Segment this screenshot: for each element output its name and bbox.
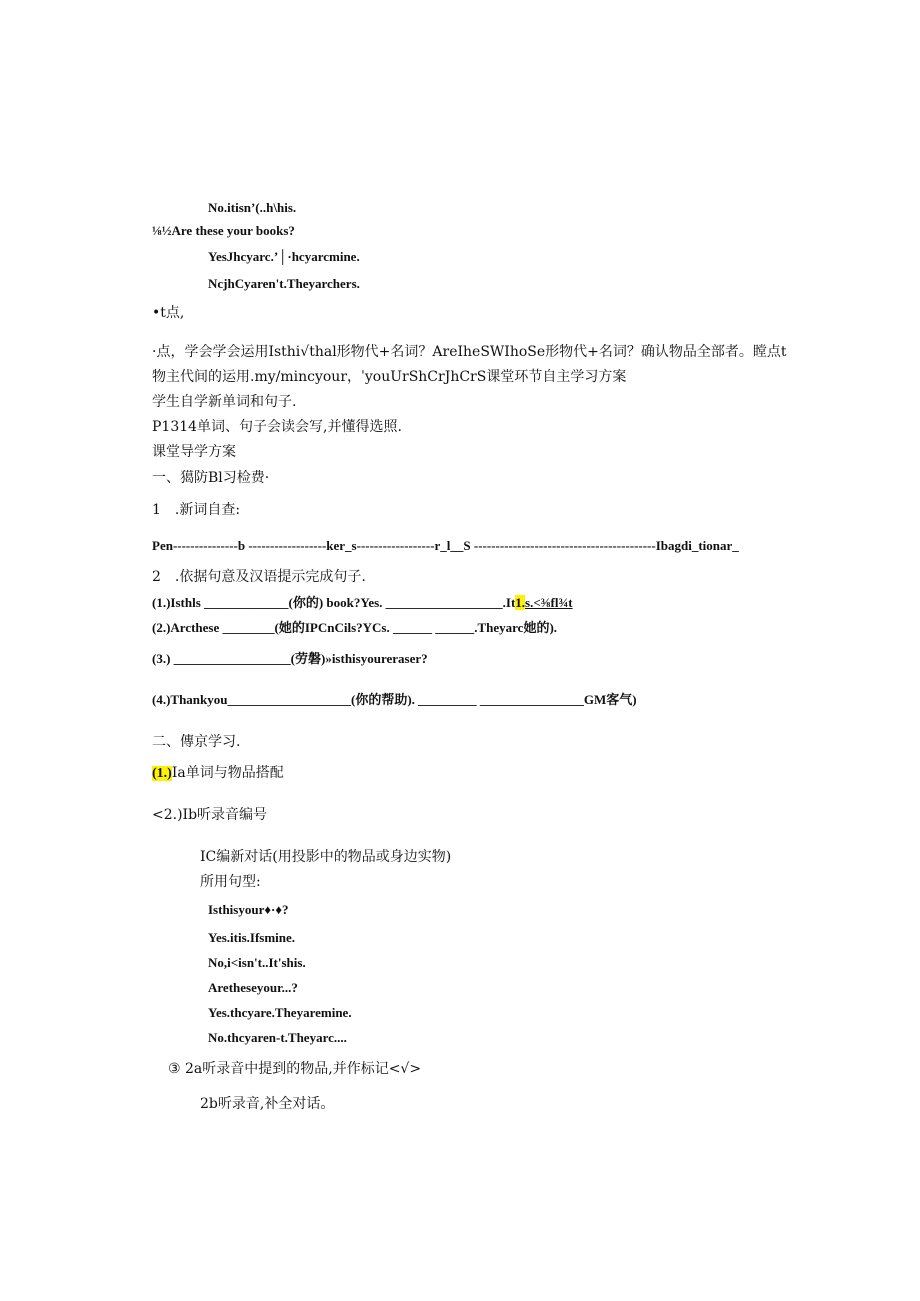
key-points-heading: •t点, xyxy=(152,305,185,321)
section-title-classroom-plan: 课堂导学方案 xyxy=(152,444,236,460)
activity-1b: <2.)Ib听录音编号 xyxy=(152,807,268,823)
exercise-sentence-3: (3.) __________________(劳磐)»isthisyoureraser? xyxy=(152,651,428,666)
exercise-sentence-1-text: (1.)Isthls _____________(你的) book?Yes. __________________.It xyxy=(152,595,516,610)
activity-2a: ③ 2a听录音中提到的物品,并作标记<√> xyxy=(168,1061,422,1077)
activity-2b: 2b听录音,补全对话。 xyxy=(200,1096,335,1112)
pattern-yes-they-are-mine: Yes.thcyare.Theyaremine. xyxy=(208,1005,352,1020)
pattern-no-they-arent: No.thcyaren-t.Theyarc.... xyxy=(208,1030,347,1045)
highlight-mark: (1.) xyxy=(152,766,172,781)
section-one-heading: 一、獦防Bl习检费· xyxy=(152,470,270,486)
pattern-yes-mine: Yes.itis.Ifsmine. xyxy=(208,930,296,945)
sentence-patterns-heading: 所用句型: xyxy=(200,874,261,890)
dialogue-line-yes-mine: YesJhcyarc.’│·hcyarcmine. xyxy=(208,249,360,264)
exercise-sentence-1 xyxy=(152,596,573,609)
item-2-complete-sentences-heading: 2 .依据句意及汉语提示完成句子. xyxy=(152,569,366,585)
item-1-new-words-heading: 1 .新词自查: xyxy=(152,502,241,518)
self-study-line: 学生自学新单词和句子. xyxy=(152,394,297,410)
pattern-are-these-yours: Aretheseyour...? xyxy=(208,980,298,995)
activity-1c: IC编新对话(用投影中的物品或身边实物) xyxy=(200,849,452,865)
activity-1a-text: Ia单词与物品搭配 xyxy=(171,765,284,781)
pattern-is-this-yours: Isthisyour♦·♦? xyxy=(208,902,289,917)
pattern-no-his: No,i<isn't..It'shis. xyxy=(208,955,306,970)
dialogue-line-no-hers: NcjhCyaren't.Theyarchers. xyxy=(208,276,360,291)
key-points-text-line-2: 物主代间的运用.my/mincyour，ˈyouUrShCrJhCrS课堂环节自主学习方案 xyxy=(152,369,627,385)
exercise-sentence-1-tail: s.<⅜fl¾t xyxy=(525,595,573,610)
section-two-heading: 二、傳京学习. xyxy=(152,734,241,750)
activity-1a xyxy=(152,766,284,781)
exercise-sentence-4: (4.)Thankyou___________________(你的帮助). _________ ________________GM客气) xyxy=(152,692,637,707)
word-blanks-line: Pen---------------b ------------------ker_s------------------r_l__S ------------------------------------------Ibagdi_tionar_ xyxy=(152,538,739,553)
self-study-requirement: P1314单词、句子会读会写,并懂得选照. xyxy=(152,419,402,435)
key-points-text-line-1: ·点，学会学会运用Isthi√thal形物代+名词？AreIheSWIhoSe形物代+名词？确认物品全部者。瞠点t xyxy=(152,344,787,360)
highlight-mark: 1. xyxy=(515,595,526,610)
exercise-sentence-2: (2.)Arcthese ________(她的IPCnCils?YCs. ______ ______.Theyarc她的). xyxy=(152,620,558,635)
dialogue-line-no-its-his: No.itisn’(..h\his. xyxy=(208,200,297,215)
question-are-these-your-books: ⅛½Are these your books? xyxy=(152,223,295,238)
